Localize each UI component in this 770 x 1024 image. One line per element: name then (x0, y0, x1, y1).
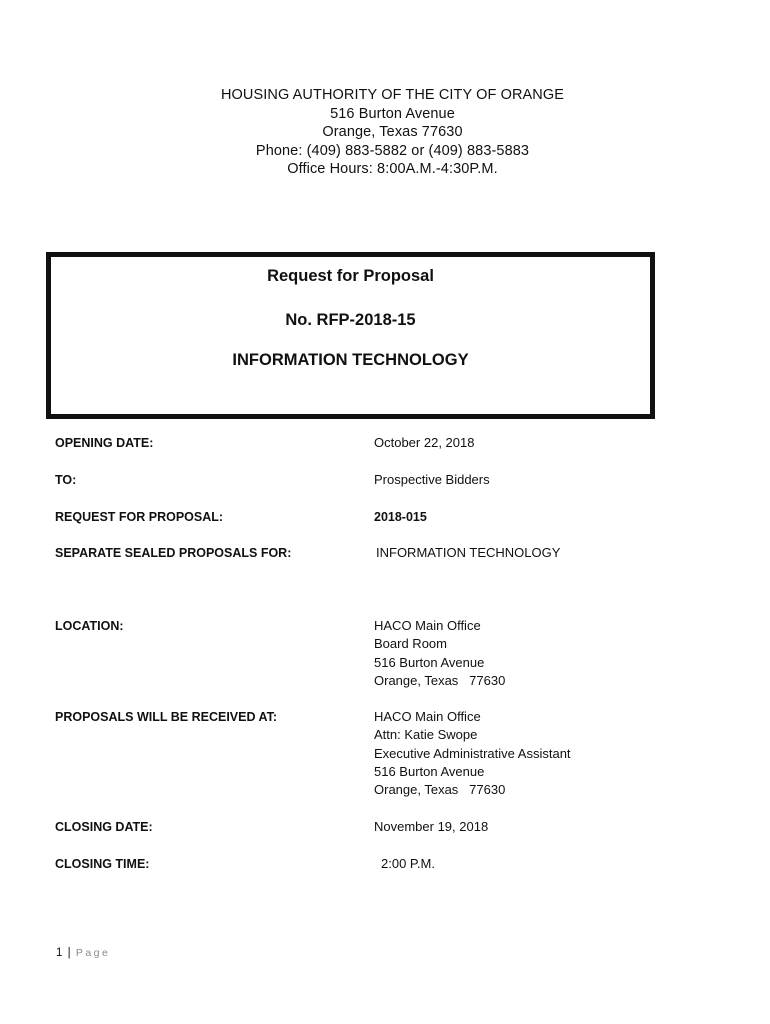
received-at-line: Attn: Katie Swope (374, 727, 478, 743)
location-value (374, 617, 505, 690)
received-at-line: Orange, Texas 77630 (374, 782, 506, 798)
document-header (0, 86, 770, 179)
page-word: Page (75, 947, 111, 959)
request-for-proposal-value: 2018-015 (374, 510, 427, 524)
page-separator: | (67, 947, 71, 959)
page-footer (56, 947, 110, 959)
received-at-line: 516 Burton Avenue (374, 763, 485, 779)
title-subject: INFORMATION TECHNOLOGY (232, 351, 469, 369)
location-label: LOCATION: (55, 619, 124, 633)
closing-time-label: CLOSING TIME: (55, 857, 150, 871)
organization-address: 516 Burton Avenue (330, 105, 455, 122)
organization-hours: Office Hours: 8:00A.M.-4:30P.M. (287, 161, 498, 177)
received-at-label: PROPOSALS WILL BE RECEIVED AT: (55, 710, 278, 724)
received-at-line: HACO Main Office (374, 709, 481, 724)
location-line: 516 Burton Avenue (374, 654, 485, 670)
location-line: Board Room (374, 636, 447, 652)
organization-city: Orange, Texas 77630 (322, 124, 463, 140)
closing-date-value: November 19, 2018 (374, 819, 489, 834)
organization-phone: Phone: (409) 883-5882 or (409) 883-5883 (255, 142, 530, 159)
organization-name: HOUSING AUTHORITY OF THE CITY OF ORANGE (220, 87, 565, 103)
request-for-proposal-label: REQUEST FOR PROPOSAL: (55, 510, 224, 524)
to-label: TO: (55, 473, 77, 487)
location-line: Orange, Texas 77630 (374, 672, 506, 688)
separate-sealed-value: INFORMATION TECHNOLOGY (376, 545, 561, 560)
location-line: HACO Main Office (374, 618, 481, 633)
closing-date-label: CLOSING DATE: (55, 820, 153, 834)
received-at-line: Executive Administrative Assistant (374, 745, 571, 761)
opening-date-value: October 22, 2018 (374, 435, 475, 450)
title-request-for-proposal: Request for Proposal (267, 267, 434, 285)
received-at-value (374, 708, 571, 799)
opening-date-label: OPENING DATE: (55, 436, 154, 450)
closing-time-value: 2:00 P.M. (381, 856, 435, 871)
title-box (46, 252, 655, 419)
title-rfp-number: No. RFP-2018-15 (285, 311, 416, 329)
page-number: 1 (56, 947, 63, 959)
to-value: Prospective Bidders (374, 472, 490, 487)
separate-sealed-label: SEPARATE SEALED PROPOSALS FOR: (55, 546, 292, 560)
